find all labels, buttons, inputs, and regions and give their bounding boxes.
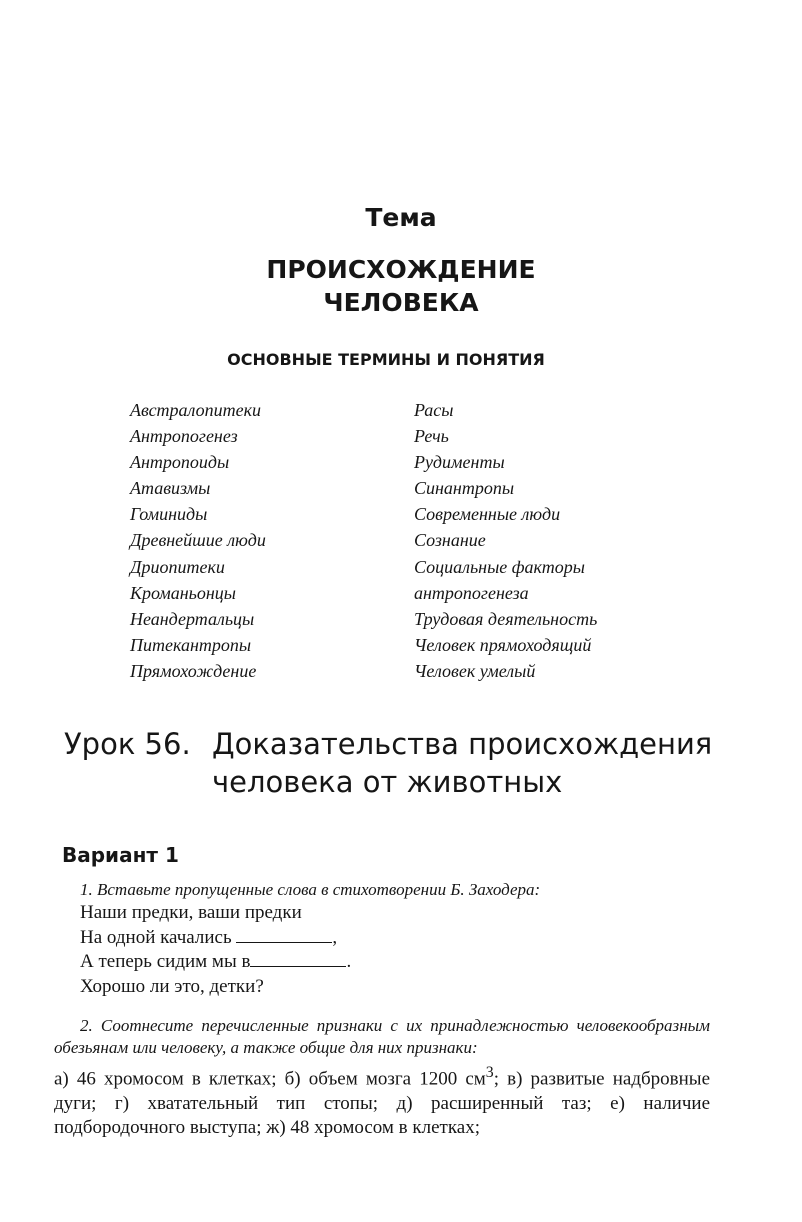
- answer-blank[interactable]: [236, 928, 332, 943]
- terms-list-left: [130, 397, 266, 684]
- term-item: Рудименты: [414, 452, 505, 473]
- term-item: Австралопитеки: [130, 400, 262, 420]
- term-item: Социальные факторы: [414, 556, 585, 577]
- theme-title-line: ЧЕЛОВЕКА: [323, 288, 479, 317]
- theme-title-line: ПРОИСХОЖДЕНИЕ: [266, 255, 536, 284]
- lesson-title-line1: Доказательства происхождения: [212, 727, 713, 761]
- answer-blank[interactable]: [250, 952, 346, 967]
- term-item: Прямохождение: [130, 660, 257, 681]
- term-item: Неандертальцы: [130, 608, 255, 629]
- term-item: Человек прямоходящий: [414, 634, 592, 655]
- poem-line: Хорошо ли это, детки?: [80, 975, 264, 997]
- term-item: Гоминиды: [130, 504, 208, 525]
- task-1-question: 1. Вставьте пропущенные слова в стихотворении Б. Заходера:: [80, 880, 541, 899]
- poem-line: [80, 950, 540, 975]
- term-item: Речь: [414, 426, 449, 447]
- term-item: Сознание: [414, 530, 486, 551]
- lesson-title: [64, 725, 764, 801]
- term-item: Трудовая деятельность: [414, 608, 598, 629]
- term-item: Антропогенез: [130, 426, 238, 447]
- poem-punct: .: [346, 951, 352, 972]
- options-text-end: ; в) развитые надбровные дуги; г) хватательный тип стопы; д) расширенный таз; е) наличие подбородочного выступа; ж) 48 хромосом в клетках;: [54, 1068, 710, 1139]
- term-item: Человек умелый: [414, 660, 536, 681]
- term-item: антропогенеза: [414, 582, 529, 603]
- term-item: Кроманьонцы: [130, 582, 236, 603]
- term-item: Современные люди: [414, 504, 561, 525]
- lesson-title-line2: человека от животных: [212, 765, 563, 799]
- terms-list-right: [414, 397, 597, 684]
- task-2: [54, 1015, 710, 1141]
- variant-heading: Вариант 1: [62, 843, 179, 867]
- task-1: [80, 879, 540, 999]
- options-text-start: а) 46 хромосом в клетках; б) объем мозга 1200 см: [54, 1068, 486, 1090]
- poem-punct: ,: [332, 926, 338, 948]
- theme-label: Тема: [365, 203, 437, 232]
- poem: [80, 901, 540, 999]
- term-item: Расы: [414, 400, 454, 420]
- term-item: Древнейшие люди: [130, 530, 266, 551]
- term-item: Дриопитеки: [130, 556, 225, 577]
- superscript: 3: [485, 1064, 494, 1081]
- poem-line: Наши предки, ваши предки: [80, 902, 302, 923]
- theme-title: [0, 253, 802, 319]
- terms-heading: ОСНОВНЫЕ ТЕРМИНЫ И ПОНЯТИЯ: [227, 350, 545, 369]
- term-item: Синантропы: [414, 478, 515, 499]
- poem-line: [80, 926, 540, 951]
- lesson-number: Урок 56.: [64, 727, 191, 761]
- term-item: Атавизмы: [130, 478, 211, 499]
- task-2-options: [54, 1061, 710, 1141]
- poem-line-text: А теперь сидим мы в: [80, 951, 251, 972]
- term-item: Антропоиды: [130, 452, 230, 473]
- task-2-question: 2. Соотнесите перечисленные признаки с их принадлежностью человекообразным обезьянам или человеку, а также общие для них признаки:: [54, 1016, 710, 1057]
- term-item: Питекантропы: [130, 634, 252, 655]
- poem-line-text: На одной качались: [80, 926, 232, 948]
